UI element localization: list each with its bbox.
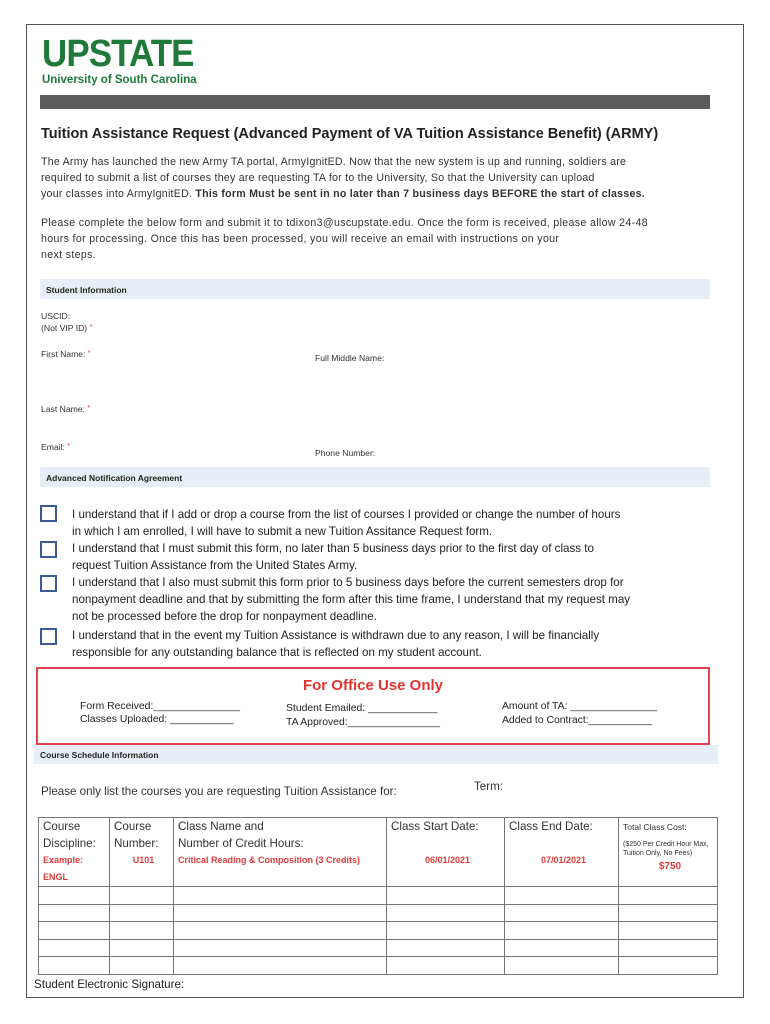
col-end-date <box>505 818 619 887</box>
amount-ta-field[interactable]: Amount of TA: _______________ <box>502 701 658 712</box>
intro-line: required to submit a list of courses they are requesting TA for to the University, So that the University can upload <box>41 172 595 184</box>
header-text: Total Class Cost: <box>623 822 687 832</box>
agreement-line: I understand that I also must submit this form prior to 5 business days before the current semesters drop for <box>72 576 624 589</box>
first-name-label: First Name: <box>41 349 86 359</box>
example-discipline: Example: ENGL <box>43 855 84 882</box>
agreement-checkbox-4[interactable] <box>40 628 57 645</box>
header-text: Course <box>43 820 81 833</box>
course-table <box>38 817 718 975</box>
instructions-paragraph <box>41 215 681 263</box>
ta-approved-field[interactable]: TA Approved:________________ <box>286 717 441 728</box>
required-mark: * <box>67 443 71 450</box>
example-cost: $750 <box>658 861 682 872</box>
instructions-line: Please complete the below form and submit it to tdixon3@uscupstate.edu. Once the form is received, please allow 24-48 <box>41 217 649 229</box>
col-number <box>110 818 174 887</box>
agreement-line: responsible for any outstanding balance that is reflected on my student account. <box>72 646 482 659</box>
uscid-label-text: USCID: <box>41 311 71 321</box>
last-name-field[interactable] <box>41 403 90 415</box>
uscid-label[interactable] <box>41 310 92 334</box>
header-text: Course <box>114 820 152 833</box>
example-end-date: 07/01/2021 <box>540 855 587 865</box>
header-text: Class Name and <box>178 820 264 833</box>
signature-field[interactable]: Student Electronic Signature: <box>34 978 185 991</box>
header-text: Number of Credit Hours: <box>178 837 304 850</box>
table-row[interactable] <box>39 904 718 922</box>
schedule-instruction: Please only list the courses you are requesting Tuition Assistance for: <box>41 785 397 798</box>
agreement-line: I understand that if I add or drop a course from the list of courses I provided or change the number of hours <box>72 508 621 521</box>
student-emailed-field[interactable]: Student Emailed: ____________ <box>286 703 438 714</box>
middle-name-field[interactable]: Full Middle Name: <box>315 353 385 363</box>
example-class-name: Critical Reading & Composition (3 Credits) <box>178 855 361 865</box>
email-field[interactable] <box>41 441 70 453</box>
agreement-item-2 <box>72 540 692 574</box>
required-mark: * <box>89 324 93 331</box>
agreement-checkbox-1[interactable] <box>40 505 57 522</box>
table-row[interactable] <box>39 887 718 905</box>
agreement-line: request Tuition Assistance from the United States Army. <box>72 559 358 572</box>
agreement-checkbox-2[interactable] <box>40 541 57 558</box>
upstate-logo <box>42 34 207 87</box>
header-text: Number: <box>114 837 159 850</box>
agreement-line: I understand that in the event my Tuition Assistance is withdrawn due to any reason, I will be financially <box>72 629 600 642</box>
col-start-date <box>387 818 505 887</box>
first-name-field[interactable] <box>41 348 91 360</box>
example-number: U101 <box>132 855 155 865</box>
header-text: Discipline: <box>43 837 96 850</box>
agreement-item-3 <box>72 574 692 625</box>
intro-paragraph <box>41 154 681 202</box>
form-title: Tuition Assistance Request (Advanced Payment of VA Tuition Assistance Benefit) (ARMY) <box>41 126 659 142</box>
agreement-checkbox-3[interactable] <box>40 575 57 592</box>
agreement-item-1 <box>72 506 692 540</box>
logo-wordmark: UPSTATE <box>42 33 194 75</box>
instructions-line: next steps. <box>41 249 97 261</box>
col-discipline <box>39 818 110 887</box>
deadline-notice: This form Must be sent in no later than 7 business days BEFORE the start of classes. <box>195 188 645 200</box>
table-row[interactable] <box>39 957 718 975</box>
logo-subtitle: University of South Carolina <box>42 74 197 86</box>
last-name-label: Last Name: <box>41 404 85 414</box>
agreement-line: I understand that I must submit this form, no later than 5 business days prior to the first day of class to <box>72 542 594 555</box>
intro-text: your classes into ArmyIgnitED. <box>41 188 193 200</box>
uscid-note: (Not VIP ID) <box>41 323 88 333</box>
form-received-field[interactable]: Form Received:_______________ <box>80 701 241 712</box>
table-row[interactable] <box>39 939 718 957</box>
email-label: Email: <box>41 442 65 452</box>
schedule-header: Course Schedule Information <box>34 745 718 764</box>
header-text: Class Start Date: <box>391 820 479 833</box>
header-bar <box>40 95 710 109</box>
agreement-line: nonpayment deadline and that by submitting the form after this time frame, I understand that my request may <box>72 593 631 606</box>
table-header-row <box>39 818 718 887</box>
agreement-header: Advanced Notification Agreement <box>40 467 710 487</box>
col-class-name <box>174 818 387 887</box>
office-title: For Office Use Only <box>302 677 444 694</box>
cost-note: ($250 Per Credit Hour Max, Tuition Only, No Fees) <box>623 841 709 857</box>
term-field[interactable]: Term: <box>474 780 503 793</box>
table-row[interactable] <box>39 922 718 940</box>
agreement-line: not be processed before the drop for nonpayment deadline. <box>72 610 377 623</box>
agreement-item-4 <box>72 627 692 661</box>
classes-uploaded-field[interactable]: Classes Uploaded: ___________ <box>80 714 234 725</box>
added-contract-field[interactable]: Added to Contract:___________ <box>502 715 653 726</box>
col-total-cost <box>619 818 718 887</box>
example-start-date: 06/01/2021 <box>424 855 471 865</box>
phone-field[interactable]: Phone Number: <box>315 448 376 458</box>
instructions-line: hours for processing. Once this has been processed, you will receive an email with instructions on your <box>41 233 560 245</box>
intro-line: The Army has launched the new Army TA portal, ArmyIgnitED. Now that the new system is up and running, soldiers are <box>41 156 627 168</box>
agreement-line: in which I am enrolled, I will have to submit a new Tuition Assitance Request form. <box>72 525 493 538</box>
required-mark: * <box>87 405 91 412</box>
intro-line <box>41 186 681 202</box>
required-mark: * <box>87 350 91 357</box>
header-text: Class End Date: <box>509 820 593 833</box>
office-use-box <box>36 667 710 745</box>
student-info-header: Student Information <box>40 279 710 299</box>
